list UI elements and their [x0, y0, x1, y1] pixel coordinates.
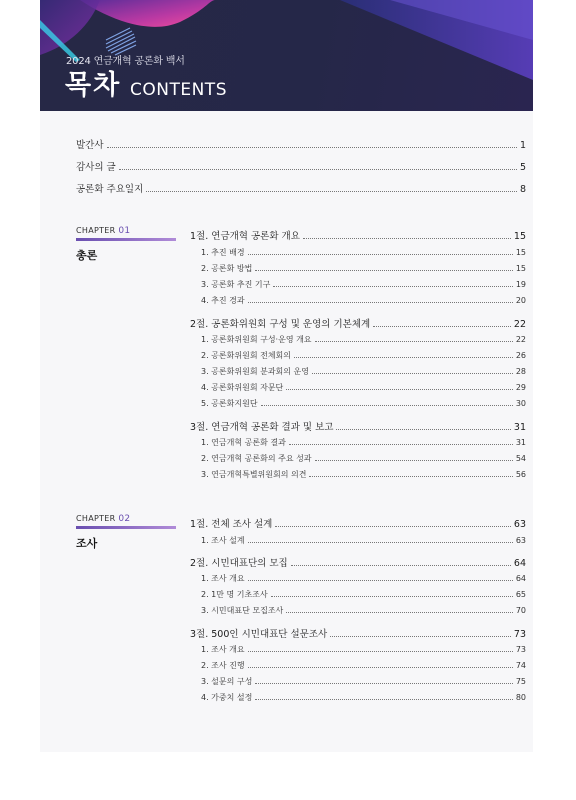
toc-section-title: 3절. 연금개혁 공론화 결과 및 보고: [190, 422, 334, 433]
toc-page-number: 8: [519, 184, 526, 195]
toc-page-number: 73: [513, 629, 526, 640]
toc-item[interactable]: [201, 350, 526, 361]
toc-section[interactable]: [190, 228, 526, 242]
leader-dots: [146, 191, 517, 192]
toc-item[interactable]: [201, 469, 526, 480]
toc-item-title: 1. 연금개혁 공론화 결과: [201, 438, 286, 447]
toc-item-title: 4. 추진 경과: [201, 296, 245, 305]
toc-page-number: 26: [515, 351, 526, 360]
toc-item-title: 2. 공론화 방법: [201, 264, 253, 273]
toc-item[interactable]: [201, 334, 526, 345]
toc-page-number: 63: [515, 536, 526, 545]
toc-item[interactable]: [201, 382, 526, 393]
toc-item-title: 4. 공론화위원회 자문단: [201, 383, 284, 392]
toc-entry-preface[interactable]: [76, 137, 526, 151]
chapter-number: 01: [118, 226, 131, 236]
toc-item[interactable]: [201, 247, 526, 258]
toc-item-title: 3. 공론화위원회 분과회의 운영: [201, 367, 309, 376]
chapter-label-text: CHAPTER: [76, 514, 116, 523]
leader-dots: [271, 596, 513, 597]
toc-item-title: 5. 공론화지원단: [201, 399, 258, 408]
toc-entry-title: 공론화 주요일지: [76, 184, 144, 195]
toc-page-number: 1: [519, 140, 526, 151]
toc-item[interactable]: [201, 605, 526, 616]
leader-dots: [248, 580, 513, 581]
toc-item[interactable]: [201, 437, 526, 448]
leader-dots: [248, 302, 513, 303]
toc-page-number: 64: [513, 558, 526, 569]
chapter-name: 조사: [76, 537, 98, 550]
publication-subtitle: 2024 연금개혁 공론화 백서: [66, 56, 185, 67]
toc-item-title: 1. 추진 배경: [201, 248, 245, 257]
leader-dots: [107, 147, 517, 148]
toc-item-title: 2. 1만 명 기초조사: [201, 590, 268, 599]
leader-dots: [312, 373, 513, 374]
toc-item-title: 1. 조사 개요: [201, 645, 245, 654]
toc-section-title: 2절. 시민대표단의 모집: [190, 558, 288, 569]
leader-dots: [255, 699, 512, 700]
toc-item-title: 1. 조사 설계: [201, 536, 245, 545]
toc-page-number: 22: [515, 335, 526, 344]
leader-dots: [261, 405, 513, 406]
toc-section[interactable]: [190, 555, 526, 569]
toc-page-number: 20: [515, 296, 526, 305]
toc-page-number: 65: [515, 590, 526, 599]
leader-dots: [255, 270, 512, 271]
chapter-number: 02: [118, 514, 131, 524]
leader-dots: [119, 169, 517, 170]
toc-page-number: 73: [515, 645, 526, 654]
toc-item-title: 1. 조사 개요: [201, 574, 245, 583]
toc-page-number: 15: [515, 248, 526, 257]
toc-item[interactable]: [201, 398, 526, 409]
leader-dots: [248, 542, 513, 543]
chapter-label: [76, 514, 176, 524]
toc-item-title: 4. 가중치 설정: [201, 693, 253, 702]
toc-page-number: 70: [515, 606, 526, 615]
chapter-underline: [76, 526, 176, 529]
toc-page-number: 54: [515, 454, 526, 463]
toc-item[interactable]: [201, 573, 526, 584]
toc-item-title: 1. 공론화위원회 구성·운영 개요: [201, 335, 312, 344]
toc-page-number: 64: [515, 574, 526, 583]
toc-item-title: 2. 공론화위원회 전체회의: [201, 351, 291, 360]
leader-dots: [336, 429, 510, 430]
toc-page-number: 28: [515, 367, 526, 376]
toc-section[interactable]: [190, 316, 526, 330]
toc-item[interactable]: [201, 660, 526, 671]
toc-item[interactable]: [201, 295, 526, 306]
leader-dots: [248, 254, 513, 255]
toc-item[interactable]: [201, 644, 526, 655]
leader-dots: [315, 341, 513, 342]
toc-item[interactable]: [201, 676, 526, 687]
toc-item[interactable]: [201, 263, 526, 274]
leader-dots: [248, 651, 513, 652]
toc-page: [40, 0, 533, 752]
toc-section[interactable]: [190, 419, 526, 433]
toc-item[interactable]: [201, 692, 526, 703]
toc-section-title: 2절. 공론화위원회 구성 및 운영의 기본체계: [190, 319, 371, 330]
leader-dots: [273, 286, 512, 287]
leader-dots: [275, 526, 511, 527]
leader-dots: [294, 357, 513, 358]
toc-page-number: 15: [513, 231, 526, 242]
toc-item[interactable]: [201, 279, 526, 290]
toc-page-number: 56: [515, 470, 526, 479]
toc-item-title: 3. 연금개혁특별위원회의 의견: [201, 470, 307, 479]
leader-dots: [303, 238, 511, 239]
toc-page-number: 30: [515, 399, 526, 408]
header-banner: [40, 0, 533, 111]
toc-item[interactable]: [201, 453, 526, 464]
leader-dots: [286, 389, 513, 390]
toc-section[interactable]: [190, 626, 526, 640]
chapter-label-text: CHAPTER: [76, 226, 116, 235]
toc-entry-timeline[interactable]: [76, 181, 526, 195]
leader-dots: [330, 636, 511, 637]
toc-page-number: 80: [515, 693, 526, 702]
leader-dots: [373, 326, 511, 327]
leader-dots: [255, 683, 512, 684]
toc-page-number: 19: [515, 280, 526, 289]
toc-page-number: 5: [519, 162, 526, 173]
toc-item-title: 3. 시민대표단 모집조사: [201, 606, 284, 615]
leader-dots: [286, 612, 513, 613]
chapter-02-heading: [76, 514, 176, 551]
toc-section[interactable]: [190, 516, 526, 530]
toc-page-number: 74: [515, 661, 526, 670]
leader-dots: [289, 444, 513, 445]
chapter-underline: [76, 238, 176, 241]
toc-item[interactable]: [201, 589, 526, 600]
toc-item[interactable]: [201, 535, 526, 546]
leader-dots: [248, 667, 513, 668]
toc-item-title: 3. 설문의 구성: [201, 677, 253, 686]
page-title: 목차: [65, 70, 122, 101]
leader-dots: [315, 460, 513, 461]
chapter-name: 총론: [76, 249, 98, 262]
toc-page-number: 22: [513, 319, 526, 330]
page-title-en: CONTENTS: [130, 80, 227, 100]
leader-dots: [309, 476, 512, 477]
toc-item-title: 2. 연금개혁 공론화의 주요 성과: [201, 454, 312, 463]
toc-page-number: 15: [515, 264, 526, 273]
leader-dots: [291, 565, 511, 566]
chapter-01-heading: [76, 226, 176, 263]
toc-item[interactable]: [201, 366, 526, 377]
toc-page-number: 31: [515, 438, 526, 447]
toc-section-title: 3절. 500인 시민대표단 설문조사: [190, 629, 328, 640]
toc-item-title: 3. 공론화 추진 기구: [201, 280, 271, 289]
chapter-label: [76, 226, 176, 236]
toc-entry-title: 감사의 글: [76, 162, 116, 173]
toc-page-number: 75: [515, 677, 526, 686]
toc-page-number: 31: [513, 422, 526, 433]
toc-page-number: 29: [515, 383, 526, 392]
toc-page-number: 63: [513, 519, 526, 530]
toc-entry-acknowledgements[interactable]: [76, 159, 526, 173]
toc-entry-title: 발간사: [76, 140, 104, 151]
toc-section-title: 1절. 전체 조사 설계: [190, 519, 273, 530]
toc-section-title: 1절. 연금개혁 공론화 개요: [190, 231, 300, 242]
toc-item-title: 2. 조사 진행: [201, 661, 245, 670]
